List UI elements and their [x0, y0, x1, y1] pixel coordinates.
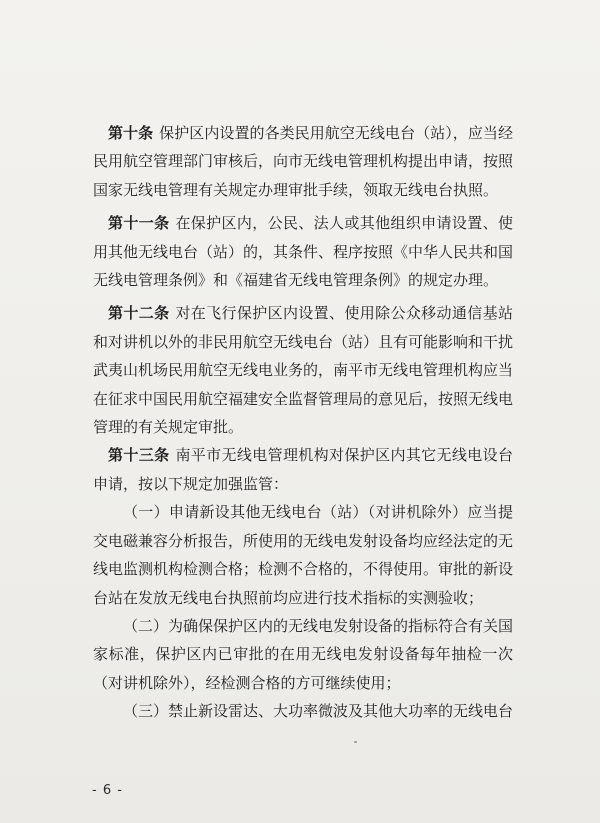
article-text: 保护区内设置的各类民用航空无线电台（站），应当经民用航空管理部门审核后，向市无线电管理机构提出申请，按照国家无线电管理有关规定办理审批手续，领取无线电台执照。	[93, 124, 514, 199]
page-number: - 6 -	[92, 783, 123, 798]
article-10	[93, 119, 513, 204]
article-heading: 第十三条	[108, 446, 170, 465]
subitem-3: （三）禁止新设雷达、大功率微波及其他大功率的无线电台	[123, 702, 514, 721]
article-13	[93, 441, 513, 498]
article-12	[93, 299, 513, 441]
document-body	[93, 119, 513, 726]
article-text: 南平市无线电管理机构对保护区内其它无线电设台申请，按以下规定加强监管：	[93, 446, 513, 493]
article-11	[93, 209, 513, 294]
article-text: 对在飞行保护区内设置、使用除公众移动通信基站和对讲机以外的非民用航空无线电台（站）且有可能影响和干扰武夷山机场民用航空无线电业务的，南平市无线电管理机构应当在征求中国民用航空福建安全监督管理局的意见后，按照无线电管理的有关规定审批。	[93, 304, 514, 437]
subitem-2: （二）为确保保护区内的无线电发射设备的指标符合有关国家标准，保护区内已审批的在用无线电发射设备每年抽检一次（对讲机除外），经检测合格的方可继续使用；	[93, 616, 514, 692]
article-heading: 第十条	[108, 124, 154, 142]
article-heading: 第十一条	[108, 214, 170, 233]
article-heading: 第十二条	[108, 304, 170, 323]
subitem-1: （一）申请新设其他无线电台（站）（对讲机除外）应当提交电磁兼容分析报告，所使用的无线电发射设备均应经法定的无线电监测机构检测合格；检测不合格的，不得使用。审批的新设台站在发放无线电台执照前均应进行技术指标的实测验收；	[93, 503, 514, 607]
scan-speck	[354, 741, 357, 743]
article-text: 在保护区内，公民、法人或其他组织申请设置、使用其他无线电台（站）的，其条件、程序按照《中华人民共和国无线电管理条例》和《福建省无线电管理条例》的规定办理。	[93, 214, 514, 290]
